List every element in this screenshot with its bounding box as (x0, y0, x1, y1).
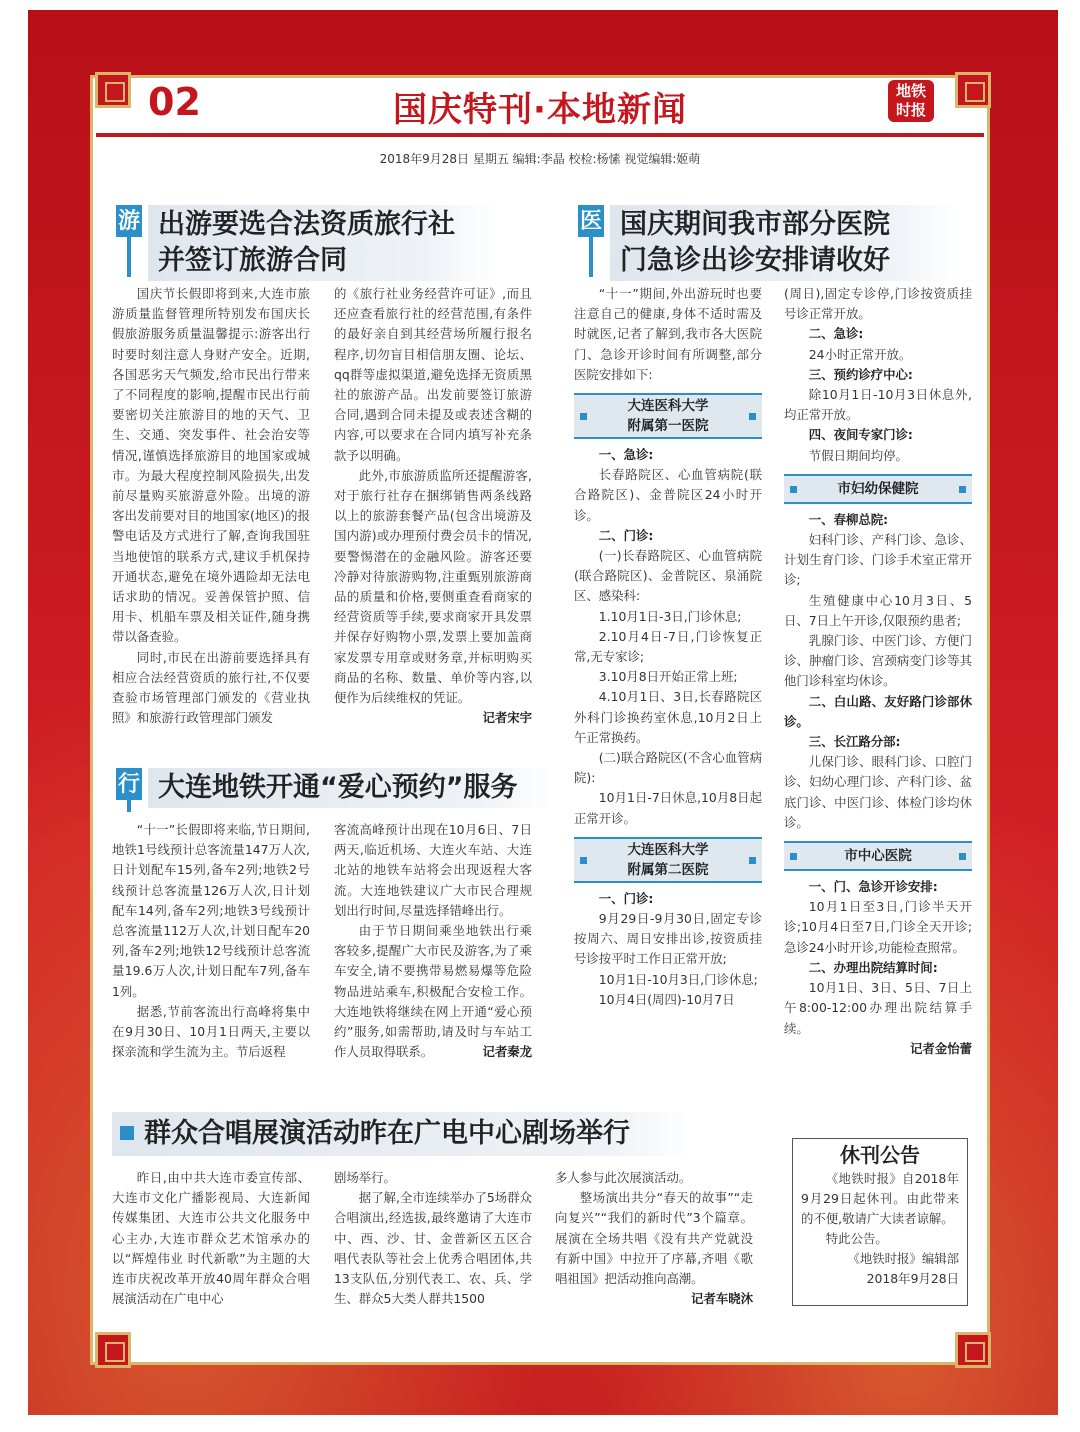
sub-heading: 一、急诊: (598, 447, 654, 463)
metro-headline (116, 768, 556, 812)
metro-col-1 (112, 820, 310, 1062)
sub-heading: 二、白山路、友好路门诊部休诊。 (784, 693, 972, 729)
hospital-name-line2: 附属第一医院 (627, 418, 709, 435)
chorus-col-3 (555, 1168, 753, 1309)
paragraph: 整场演出共分“春天的故事”“走向复兴”“我们的新时代”3个篇章。展演在全场共唱《没有共产党就没有新中国》中拉开了序幕,齐唱《歌唱祖国》把活动推向高潮。 (555, 1190, 753, 1287)
paragraph: 10月1日至3日,门诊半天开诊;10月4日至7日,门诊全天开诊;急诊24小时开诊,功能检查照常。 (784, 899, 972, 955)
hospital-name-line1: 大连医科大学 (627, 398, 709, 415)
travel-headline (116, 205, 496, 281)
notice-sign: 《地铁时报》编辑部 (847, 1251, 959, 1266)
notice-body: 特此公告。 (825, 1231, 888, 1246)
paragraph: 多人参与此次展演活动。 (555, 1170, 692, 1185)
newspaper-logo (888, 80, 934, 122)
square-icon (959, 853, 966, 860)
square-icon (120, 1126, 134, 1140)
paragraph: (一)长春路院区、心血管病院(联合路院区)、金普院区、泉涌院区、感染科: (574, 548, 762, 604)
sub-heading: 三、预约诊疗中心: (808, 366, 913, 382)
paragraph: 由于节日期间乘坐地铁出行乘客较多,提醒广大市民及游客,为了乘车安全,请不要携带易燃易爆等危险物品进站乘车,积极配合安检工作。大连地铁将继续在网上开通“爱心预约”服务,如需帮助,请及时与车站工作人员取得联系。 (334, 923, 532, 1060)
logo-text-2: 时报 (895, 101, 926, 119)
paragraph: 同时,市民在出游前要选择具有相应合法经营资质的旅行社,不仅要查验市场管理部门颁发的《营业执照》和旅游行政管理部门颁发 (112, 649, 310, 726)
chorus-col-2 (334, 1168, 532, 1309)
travel-byline: 记者宋宇 (482, 710, 532, 726)
paragraph: 长春路院区、心血管病院(联合路院区)、金普院区24小时开诊。 (574, 467, 762, 523)
paragraph: 1.10月1日-3日,门诊休息; (598, 608, 742, 624)
paragraph: 据悉,节前客流出行高峰将集中在9月30日、10月1日两天,主要以探亲流和学生流为主。节后返程 (112, 1003, 310, 1060)
hospital-title-line1: 国庆期间我市部分医院 (620, 209, 890, 240)
paragraph: 剧场举行。 (334, 1170, 396, 1185)
paragraph: 妇科门诊、产科门诊、急诊、计划生育门诊、门诊手术室正常开诊; (784, 532, 972, 588)
hospital-title-line2: 门急诊出诊安排请收好 (620, 245, 890, 276)
hospital-name-line1: 大连医科大学 (627, 841, 709, 858)
travel-title (148, 205, 496, 281)
paragraph: 4.10月1日、3日,长春路院区外科门诊换药室休息,10月2日上午正常换药。 (574, 689, 762, 745)
travel-col-2 (334, 284, 532, 728)
paragraph: 客流高峰预计出现在10月6日、7日两天,临近机场、大连火车站、大连北站的地铁车站将会出现返程大客流。大连地铁建议广大市民合理规划出行时间,尽量选择错峰出行。 (334, 822, 532, 918)
corner-ornament (95, 72, 131, 108)
paragraph: 生殖健康中心10月3日、5日、7日上午开诊,仅限预约患者; (784, 592, 972, 628)
hospital-name: 市中心医院 (844, 848, 912, 865)
paragraph: “十一”期间,外出游玩时也要注意自己的健康,身体不适时需及时就医,记者了解到,我市各大医院门、急诊开诊时间有所调整,部分医院安排如下: (574, 286, 762, 382)
dateline: 2018年9月28日 星期五 编辑:李晶 校检:杨愫 视觉编辑:姬萌 (379, 152, 701, 166)
sub-heading: 一、春柳总院: (808, 511, 889, 527)
paragraph: 10月1日-10月3日,门诊休息; (598, 971, 758, 987)
corner-ornament (955, 72, 991, 108)
notice-date: 2018年9月28日 (866, 1271, 959, 1286)
header-rule (96, 133, 984, 137)
square-icon (749, 413, 756, 420)
hospital-byline: 记者金怡蕾 (910, 1040, 972, 1056)
travel-title-line2: 并签订旅游合同 (158, 245, 347, 276)
sub-heading: 四、夜间专家门诊: (808, 427, 913, 443)
paragraph: 10月4日(周四)-10月7日 (598, 991, 735, 1007)
chorus-title: 群众合唱展演活动昨在广电中心剧场举行 (144, 1118, 630, 1149)
hospital-label-maternal (784, 474, 972, 504)
hospital-label-central (784, 841, 972, 871)
hospital-tag-icon: 医 (578, 205, 604, 237)
paragraph: (二)联合路院区(不含心血管病院): (574, 750, 762, 786)
sub-heading: 二、办理出院结算时间: (808, 959, 938, 975)
square-icon (790, 853, 797, 860)
travel-title-line1: 出游要选合法资质旅行社 (158, 209, 455, 240)
paragraph: 昨日,由中共大连市委宣传部、大连市文化广播影视局、大连新闻传媒集团、大连市公共文化服务中心主办,大连市群众艺术馆承办的以“辉煌伟业 时代新歌”为主题的大连市庆祝改革开放40周年群众合唱展演活动在广电中心 (112, 1170, 310, 1307)
metro-byline: 记者秦龙 (482, 1044, 532, 1060)
hospital-label-second-affiliated (574, 837, 762, 883)
paragraph: 24小时正常开放。 (808, 346, 912, 362)
square-icon (580, 413, 587, 420)
suspension-notice (792, 1138, 968, 1306)
paragraph: 国庆节长假即将到来,大连市旅游质量监督管理所特别发布国庆长假旅游服务质量温馨提示:游客出行时要时刻注意人身财产安全。近期,各国恶劣天气频发,给市民出行带来了不同程度的影响,提醒市民出行前要密切关注旅游目的地的天气、卫生、交通、突发事件、社会治安等情况,谨慎选择旅游目的地国家或城市。为最大程度控制风险损失,出发前尽量购买旅游意外险。出境的游客出发前要对目的地国家(地区)的报警电话及方式进行了解,查询我国驻当地使馆的联系方式,建议手机保持开通状态,避免在境外遇险却无法电话求助的情况。妥善保管护照、信用卡、机船车票及相关证件,随身携带以备查验。 (112, 286, 310, 645)
chorus-col-1 (112, 1168, 310, 1309)
paragraph: 9月29日-9月30日,固定专诊按周六、周日安排出诊,按资质挂号诊按平时工作日正常开放; (574, 911, 762, 967)
sub-heading: 二、门诊: (598, 527, 654, 543)
paragraph: 据了解,全市连续举办了5场群众合唱演出,经选拔,最终邀请了大连市中、西、沙、甘、金普新区五区合唱代表队等社会上优秀合唱团体,共13支队伍,分别代表工、农、兵、学生、群众5大类人群共1500 (334, 1190, 532, 1307)
square-icon (749, 857, 756, 864)
logo-text-1: 地铁 (895, 82, 926, 100)
chorus-headline (112, 1112, 692, 1156)
paragraph: 3.10月8日开始正常上班; (598, 669, 738, 685)
tag-bar (127, 237, 131, 277)
notice-body: 《地铁时报》自2018年9月29日起休刊。由此带来的不便,敬请广大读者谅解。 (801, 1171, 959, 1226)
sub-heading: 一、门诊: (598, 890, 654, 906)
travel-col-1 (112, 284, 310, 728)
paragraph: 10月1日-7日休息,10月8日起正常开诊。 (574, 790, 762, 826)
square-icon (959, 486, 966, 493)
metro-col-2 (334, 820, 532, 1063)
notice-title: 休刊公告 (840, 1143, 920, 1167)
hospital-name-line2: 附属第二医院 (627, 861, 709, 878)
metro-tag-icon: 行 (116, 768, 142, 800)
corner-ornament (95, 1332, 131, 1368)
sub-heading: 二、急诊: (808, 326, 864, 342)
paragraph: 10月1日、3日、5日、7日上午8:00-12:00办理出院结算手续。 (784, 980, 972, 1036)
square-icon (580, 857, 587, 864)
travel-tag-icon: 游 (116, 205, 142, 237)
chorus-byline: 记者车晓沐 (691, 1291, 753, 1307)
masthead-title: 国庆特刊·本地新闻 (393, 90, 687, 130)
paragraph: 节假日期间均停。 (808, 447, 908, 463)
paragraph: 此外,市旅游质监所还提醒游客,对于旅行社存在捆绑销售两条线路以上的旅游套餐产品(包含出境游及国内游)或办理预付费会员卡的情况,要警惕潜在的金融风险。游客还要冷静对待旅游购物,注重甄别旅游商品的质量和价格,要侧重查看商家的经营资质等手续,要求商家开具发票并保存好购物小票,发票上要加盖商家发票专用章或财务章,并标明购买商品的名称、数量、单价等内容,以便作为后续维权的凭证。 (334, 467, 532, 706)
tag-bar (589, 237, 593, 277)
hospital-col-2 (784, 284, 972, 1059)
corner-ornament (955, 1332, 991, 1368)
hospital-label-first-affiliated (574, 393, 762, 439)
hospital-col-1 (574, 284, 762, 1010)
square-icon (790, 486, 797, 493)
paragraph: 的《旅行社业务经营许可证》,而且还应查看旅行社的经营范围,有条件的最好亲自到其经营场所履行报名程序,切勿盲目相信朋友圈、论坛、qq群等虚拟渠道,避免选择无资质黑社的旅游产品。出发前要签订旅游合同,遇到合同未提及或表述含糊的内容,可以要求在合同内填写补充条款予以明确。 (334, 286, 532, 463)
paragraph: (周日),固定专诊停,门诊按资质挂号诊正常开放。 (784, 286, 972, 322)
paragraph: 儿保门诊、眼科门诊、口腔门诊、妇幼心理门诊、产科门诊、盆底门诊、中医门诊、体检门诊均休诊。 (784, 754, 972, 830)
sub-heading: 三、长江路分部: (808, 734, 901, 750)
tag-bar (127, 800, 131, 812)
page-number: 02 (148, 80, 201, 124)
paragraph: 除10月1日-10月3日休息外,均正常开放。 (784, 387, 972, 423)
metro-title: 大连地铁开通“爱心预约”服务 (148, 768, 556, 808)
sub-heading: 一、门、急诊开诊安排: (808, 879, 938, 895)
paragraph: 2.10月4日-7日,门诊恢复正常,无专家诊; (574, 628, 762, 665)
hospital-headline (578, 205, 958, 281)
hospital-title (610, 205, 958, 281)
paragraph: “十一”长假即将来临,节日期间,地铁1号线预计总客流量147万人次,日计划配车15列,备车2列;地铁2号线预计总客流量126万人次,日计划配车14列,备车2列;地铁3号线预计总客流量112万人次,计划日配车20列,备车2列;地铁12号线预计总客流量19.6万人次,计划日配车7列,备车1列。 (112, 822, 310, 999)
paragraph: 乳腺门诊、中医门诊、方便门诊、肿瘤门诊、宫颈病变门诊等其他门诊科室均休诊。 (784, 633, 972, 689)
hospital-name: 市妇幼保健院 (837, 480, 919, 497)
